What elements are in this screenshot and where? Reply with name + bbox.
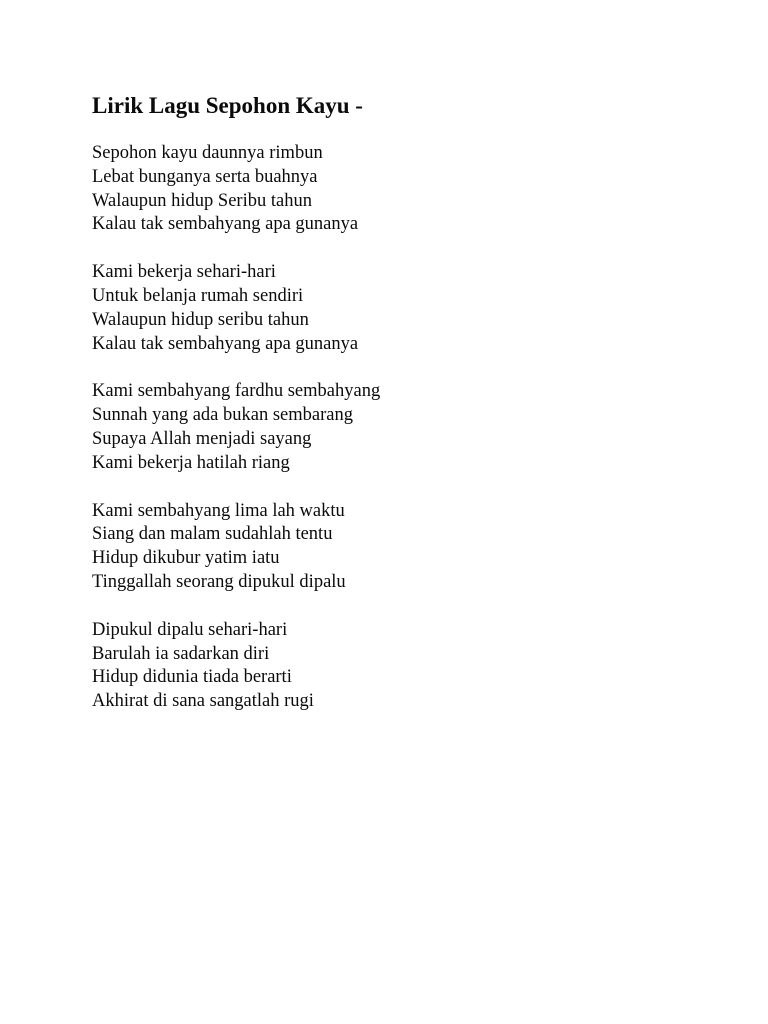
lyric-line: Kami bekerja sehari-hari (92, 262, 276, 283)
lyric-line: Walaupun hidup seribu tahun (92, 309, 309, 330)
stanza (92, 142, 728, 237)
stanza (92, 500, 728, 595)
lyric-line: Kami sembahyang fardhu sembahyang (92, 381, 381, 402)
page-title: Lirik Lagu Sepohon Kayu - (92, 93, 363, 118)
lyric-line: Kami bekerja hatilah riang (92, 452, 290, 473)
lyric-line: Tinggallah seorang dipukul dipalu (92, 571, 346, 592)
lyrics (92, 142, 728, 714)
lyric-line: Supaya Allah menjadi sayang (92, 428, 312, 449)
stanza (92, 380, 728, 475)
lyric-line: Akhirat di sana sangatlah rugi (92, 691, 314, 712)
lyric-line: Dipukul dipalu sehari-hari (92, 619, 288, 640)
lyric-line: Kalau tak sembahyang apa gunanya (92, 333, 359, 354)
lyric-line: Kalau tak sembahyang apa gunanya (92, 214, 359, 235)
lyric-line: Kami sembahyang lima lah waktu (92, 500, 345, 521)
lyric-line: Hidup dikubur yatim iatu (92, 548, 280, 569)
lyric-line: Hidup didunia tiada berarti (92, 667, 292, 688)
lyric-line: Sunnah yang ada bukan sembarang (92, 405, 353, 426)
lyric-line: Sepohon kayu daunnya rimbun (92, 143, 323, 163)
lyric-line: Untuk belanja rumah sendiri (92, 285, 304, 306)
stanza (92, 619, 728, 714)
lyric-line: Barulah ia sadarkan diri (92, 643, 270, 664)
lyric-line: Walaupun hidup Seribu tahun (92, 190, 312, 211)
lyric-line: Siang dan malam sudahlah tentu (92, 524, 333, 545)
stanza (92, 261, 728, 356)
lyric-line: Lebat bunganya serta buahnya (92, 166, 318, 187)
